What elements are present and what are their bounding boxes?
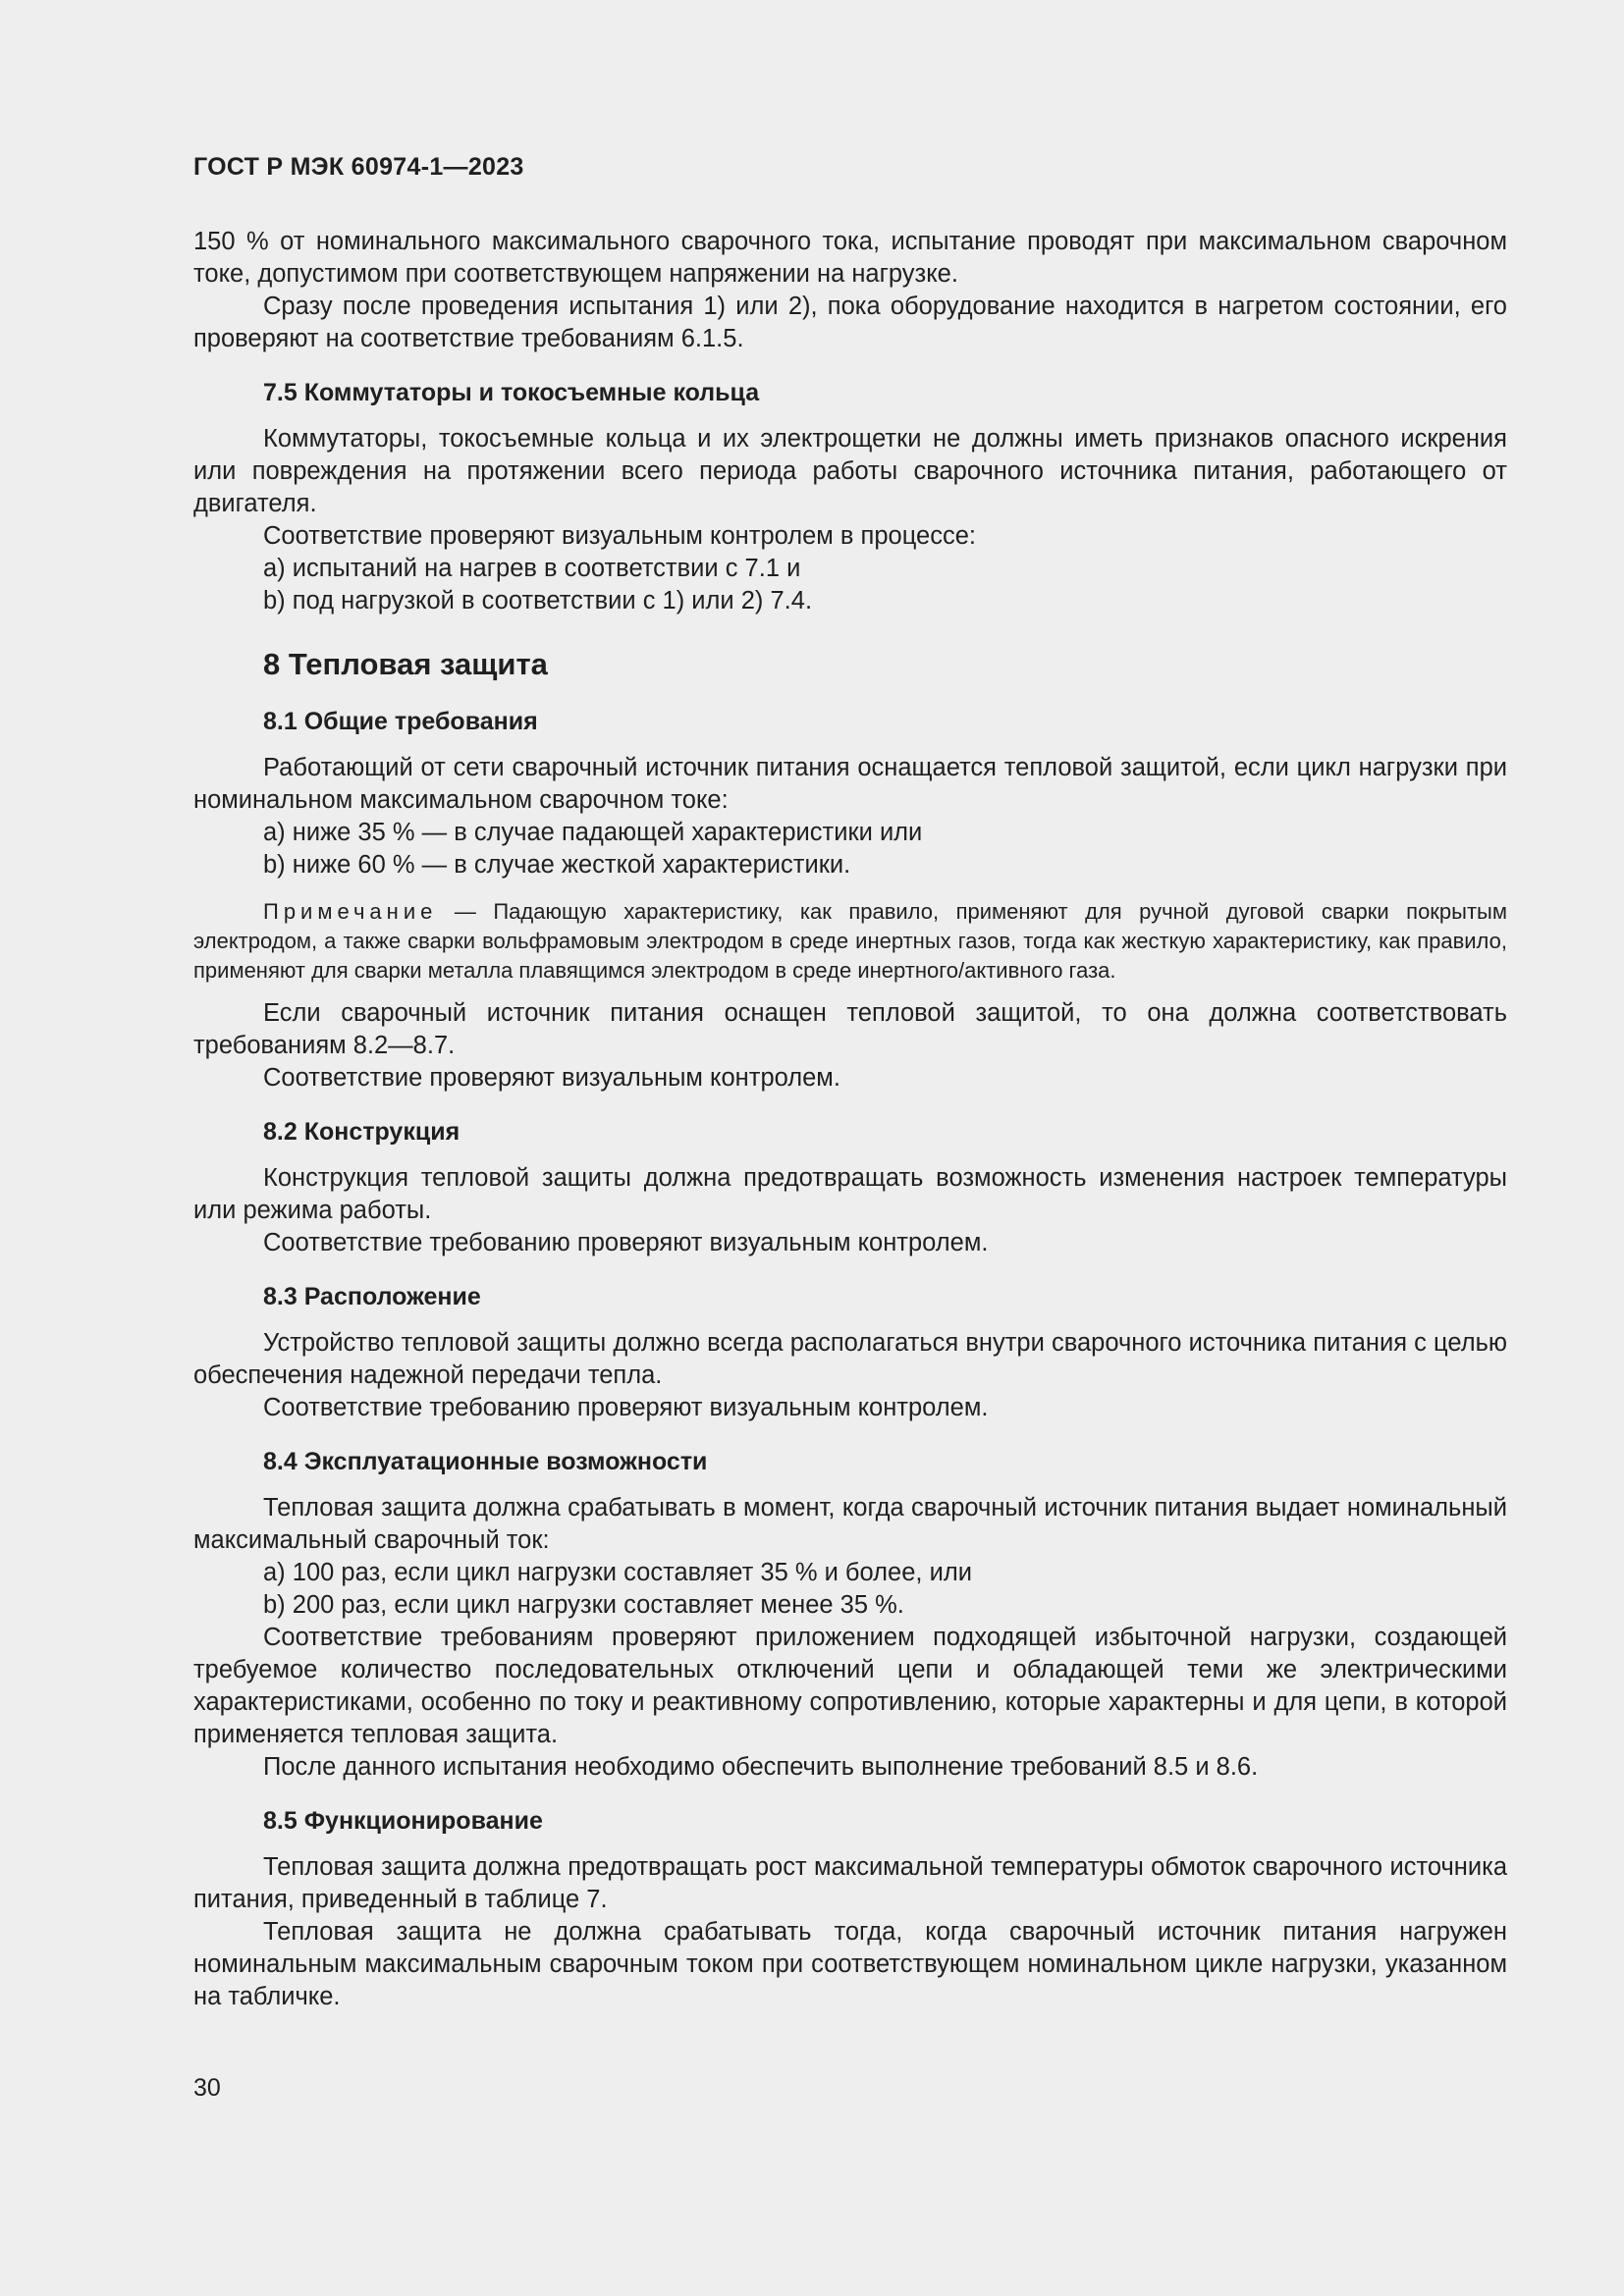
paragraph: Тепловая защита должна срабатывать в момент, когда сварочный источник питания выдает номинальный максимальный сварочный ток: [193,1494,1507,1554]
page-number: 30 [193,2074,221,2102]
subsection-heading: 8.1 Общие требования [263,708,538,735]
subsection-heading: 8.5 Функционирование [263,1807,543,1835]
list-item: a) 100 раз, если цикл нагрузки составляет 35 % и более, или [263,1559,972,1586]
subsection-heading: 8.3 Расположение [263,1283,481,1310]
list-item: a) ниже 35 % — в случае падающей характеристики или [263,819,923,846]
subsection-heading: 7.5 Коммутаторы и токосъемные кольца [263,379,760,406]
note-label: Примечание [263,899,438,924]
paragraph: Если сварочный источник питания оснащен тепловой защитой, то она должна соответствовать требованиям 8.2—8.7. [193,999,1507,1059]
document-header: ГОСТ Р МЭК 60974-1—2023 [193,153,524,181]
paragraph: Соответствие требованию проверяют визуальным контролем. [263,1394,989,1421]
paragraph: Работающий от сети сварочный источник питания оснащается тепловой защитой, если цикл нагрузки при номинальном максимальном сварочном токе: [193,754,1507,814]
paragraph: Коммутаторы, токосъемные кольца и их электрощетки не должны иметь признаков опасного искрения или повреждения на протяжении всего периода работы сварочного источника питания, работающего от двигателя. [193,425,1507,517]
note-paragraph [193,897,1507,986]
paragraph: Устройство тепловой защиты должно всегда располагаться внутри сварочного источника питания с целью обеспечения надежной передачи тепла. [193,1329,1507,1389]
list-item: b) под нагрузкой в соответствии с 1) или 2) 7.4. [263,587,813,614]
document-body [193,226,1507,2013]
paragraph: Соответствие требованиям проверяют приложением подходящей избыточной нагрузки, создающей требуемое количество последовательных отключений цепи и обладающей теми же электрическими характеристиками, особенно по току и реактивному сопротивлению, которые характерны и для цепи, в которой применяется тепловая защита. [193,1624,1507,1748]
subsection-heading: 8.4 Эксплуатационные возможности [263,1448,708,1475]
paragraph: Соответствие требованию проверяют визуальным контролем. [263,1229,989,1256]
list-item: b) 200 раз, если цикл нагрузки составляет менее 35 %. [263,1591,904,1619]
paragraph: Сразу после проведения испытания 1) или 2), пока оборудование находится в нагретом состоянии, его проверяют на соответствие требованиям 6.1.5. [193,293,1507,352]
paragraph: 150 % от номинального максимального сварочного тока, испытание проводят при максимальном сварочном токе, допустимом при соответствующем напряжении на нагрузке. [193,228,1507,288]
list-item: a) испытаний на нагрев в соответствии с 7.1 и [263,555,801,582]
subsection-heading: 8.2 Конструкция [263,1118,460,1146]
section-heading: 8 Тепловая защита [263,647,548,681]
paragraph: Соответствие проверяют визуальным контролем в процессе: [263,522,976,550]
paragraph: Соответствие проверяют визуальным контролем. [263,1064,840,1092]
paragraph: Конструкция тепловой защиты должна предотвращать возможность изменения настроек температуры или режима работы. [193,1164,1507,1224]
paragraph: Тепловая защита должна предотвращать рост максимальной температуры обмоток сварочного источника питания, приведенный в таблице 7. [193,1853,1507,1913]
note-text: — Падающую характеристику, как правило, применяют для ручной дуговой сварки покрытым электродом, а также сварки вольфрамовым электродом в среде инертных газов, тогда как жесткую характеристику, как правило, применяют для сварки металла плавящимся электродом в среде инертного/активного газа. [193,899,1507,983]
paragraph: Тепловая защита не должна срабатывать тогда, когда сварочный источник питания нагружен номинальным максимальным сварочным током при соответствующем номинальном цикле нагрузки, указанном на табличке. [193,1918,1507,2010]
list-item: b) ниже 60 % — в случае жесткой характеристики. [263,851,851,879]
paragraph: После данного испытания необходимо обеспечить выполнение требований 8.5 и 8.6. [263,1753,1259,1781]
